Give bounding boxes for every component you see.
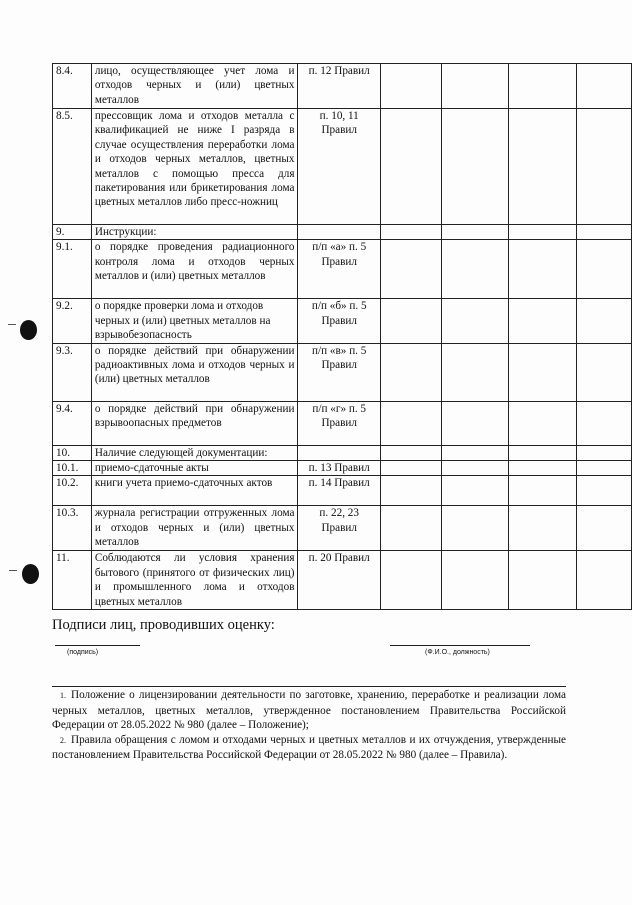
empty-cell [380, 551, 441, 610]
table-row [53, 225, 632, 240]
punch-hole-mark [22, 564, 39, 584]
scan-mark [9, 570, 17, 571]
footnote-mark: 2. [60, 735, 66, 745]
scan-mark [8, 324, 16, 325]
row-number: 9.2. [53, 299, 92, 343]
empty-cell [576, 240, 631, 299]
empty-cell [576, 343, 631, 401]
row-reference [298, 445, 380, 460]
row-description: книги учета приемо-сдаточных актов [91, 476, 298, 506]
empty-cell [509, 506, 576, 551]
empty-cell [442, 343, 509, 401]
row-number: 10.1. [53, 461, 92, 476]
table-row [53, 343, 632, 401]
empty-cell [442, 109, 509, 225]
signatures-title: Подписи лиц, проводивших оценку: [52, 617, 275, 633]
empty-cell [380, 225, 441, 240]
row-reference: п. 20 Правил [298, 551, 380, 610]
empty-cell [576, 476, 631, 506]
footnote-text: Положение о лицензировании деятельности по заготовке, хранению, переработке и реализации лома черных металлов, цветных металлов, утвержденное постановлением Правительства Российской Федерации от 28.05.2022 № 980 (далее – Положение); [52, 689, 566, 732]
row-reference: п. 13 Правил [298, 461, 380, 476]
row-reference: п. 10, 11 Правил [298, 109, 380, 225]
row-number: 9. [53, 225, 92, 240]
row-number: 10.3. [53, 506, 92, 551]
table-row [53, 506, 632, 551]
table-row [53, 461, 632, 476]
row-description: прессовщик лома и отходов металла с квалификацией не ниже I разряда в случае осуществления переработки лома и отходов черных металлов, цветных металлов с помощью пресса для пакетирования или брикетирования лома цветных металлов либо пресс-ножниц [91, 109, 298, 225]
empty-cell [509, 299, 576, 343]
empty-cell [509, 445, 576, 460]
row-number: 10. [53, 445, 92, 460]
name-caption: (Ф.И.О., должность) [425, 649, 490, 656]
empty-cell [442, 476, 509, 506]
empty-cell [442, 461, 509, 476]
table-row [53, 445, 632, 460]
empty-cell [509, 401, 576, 445]
empty-cell [380, 445, 441, 460]
row-description: журнала регистрации отгруженных лома и отходов черных и (или) цветных металлов [91, 506, 298, 551]
table-row [53, 551, 632, 610]
empty-cell [380, 109, 441, 225]
footnotes [52, 688, 566, 763]
empty-cell [380, 343, 441, 401]
empty-cell [442, 445, 509, 460]
punch-hole-mark [20, 320, 37, 340]
row-description: Наличие следующей документации: [91, 445, 298, 460]
empty-cell [509, 461, 576, 476]
table-row [53, 240, 632, 299]
empty-cell [380, 64, 441, 109]
row-number: 9.1. [53, 240, 92, 299]
row-reference: п/п «в» п. 5 Правил [298, 343, 380, 401]
empty-cell [576, 401, 631, 445]
empty-cell [380, 240, 441, 299]
empty-cell [442, 551, 509, 610]
checklist-table [52, 63, 632, 610]
row-number: 11. [53, 551, 92, 610]
empty-cell [576, 299, 631, 343]
empty-cell [576, 461, 631, 476]
name-line [390, 645, 530, 646]
empty-cell [442, 240, 509, 299]
empty-cell [509, 343, 576, 401]
row-number: 8.5. [53, 109, 92, 225]
row-number: 9.3. [53, 343, 92, 401]
empty-cell [576, 64, 631, 109]
empty-cell [509, 64, 576, 109]
row-reference: п/п «а» п. 5 Правил [298, 240, 380, 299]
empty-cell [380, 401, 441, 445]
footnote-divider [52, 686, 566, 687]
empty-cell [509, 476, 576, 506]
row-description: о порядке действий при обнаружении взрывоопасных предметов [91, 401, 298, 445]
empty-cell [509, 551, 576, 610]
row-reference: п/п «б» п. 5 Правил [298, 299, 380, 343]
empty-cell [509, 225, 576, 240]
row-description: о порядке проведения радиационного контроля лома и отходов черных металлов и (или) цветных металлов [91, 240, 298, 299]
empty-cell [576, 225, 631, 240]
empty-cell [442, 225, 509, 240]
row-description: о порядке проверки лома и отходов черных и (или) цветных металлов на взрывобезопасность [91, 299, 298, 343]
footnote [52, 733, 566, 763]
empty-cell [380, 476, 441, 506]
empty-cell [442, 401, 509, 445]
empty-cell [576, 445, 631, 460]
footnote [52, 688, 566, 733]
table-row [53, 401, 632, 445]
table-row [53, 109, 632, 225]
empty-cell [576, 109, 631, 225]
empty-cell [509, 240, 576, 299]
empty-cell [380, 299, 441, 343]
footnote-text: Правила обращения с ломом и отходами черных и цветных металлов и их отчуждения, утвержденные постановлением Правительства Российской Федерации от 28.05.2022 № 980 (далее – Правила). [52, 733, 566, 762]
row-reference [298, 225, 380, 240]
row-description: о порядке действий при обнаружении радиоактивных лома и отходов черных и (или) цветных металлов [91, 343, 298, 401]
empty-cell [576, 551, 631, 610]
row-description: Соблюдаются ли условия хранения бытового (принятого от физических лиц) и промышленного лома и отходов цветных металлов [91, 551, 298, 610]
empty-cell [380, 461, 441, 476]
row-number: 10.2. [53, 476, 92, 506]
row-description: приемо-сдаточные акты [91, 461, 298, 476]
row-number: 8.4. [53, 64, 92, 109]
empty-cell [380, 506, 441, 551]
row-reference: п. 12 Правил [298, 64, 380, 109]
footnote-mark: 1. [60, 691, 66, 700]
empty-cell [509, 109, 576, 225]
table-row [53, 299, 632, 343]
row-reference: п. 14 Правил [298, 476, 380, 506]
table-row [53, 64, 632, 109]
signature-line [55, 645, 140, 646]
row-reference: п. 22, 23 Правил [298, 506, 380, 551]
row-reference: п/п «г» п. 5 Правил [298, 401, 380, 445]
signature-caption: (подпись) [67, 649, 99, 656]
empty-cell [576, 506, 631, 551]
row-number: 9.4. [53, 401, 92, 445]
empty-cell [442, 299, 509, 343]
empty-cell [442, 64, 509, 109]
row-description: лицо, осуществляющее учет лома и отходов черных и (или) цветных металлов [91, 64, 298, 109]
table-row [53, 476, 632, 506]
row-description: Инструкции: [91, 225, 298, 240]
empty-cell [442, 506, 509, 551]
